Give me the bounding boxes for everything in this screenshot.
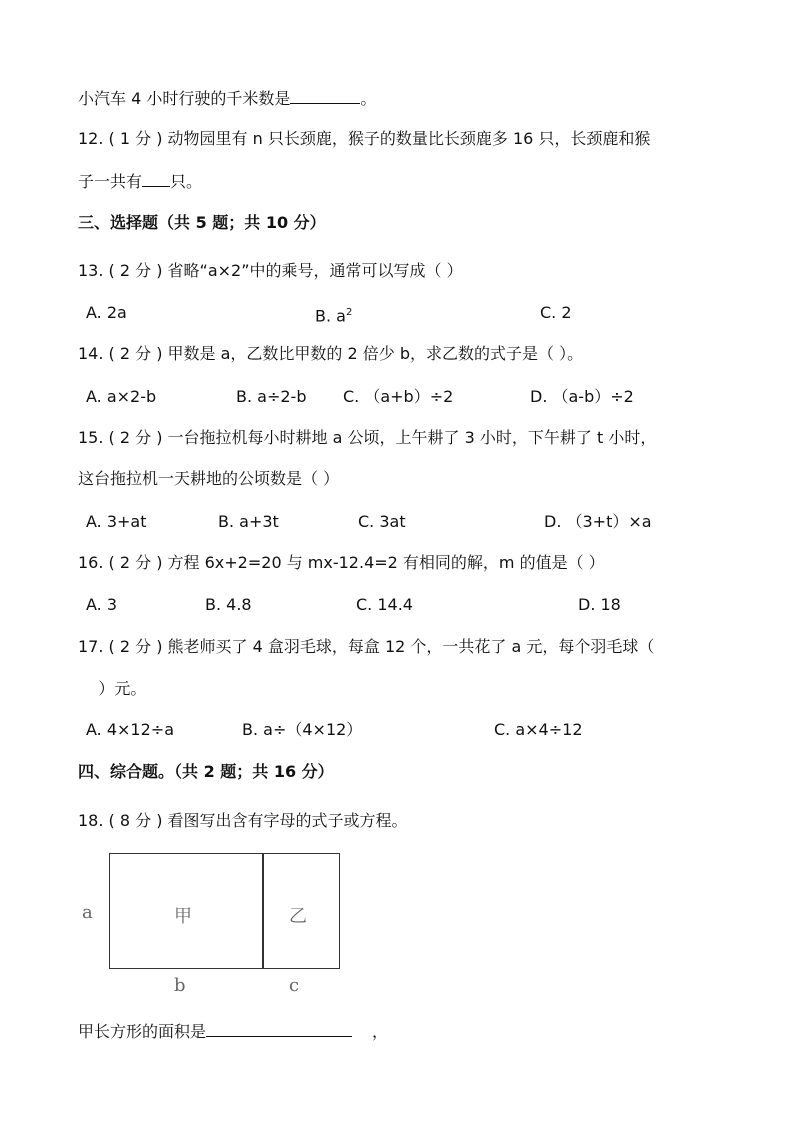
q14-option-b[interactable]: B. a÷2-b — [236, 387, 307, 406]
q16-option-b[interactable]: B. 4.8 — [205, 595, 252, 614]
q14-option-a[interactable]: A. a×2-b — [86, 387, 157, 406]
question-text: 小汽车 4 小时行驶的千米数是 — [78, 89, 291, 108]
question-13: 13. ( 2 分 ) 省略“a×2”中的乘号，通常可以写成（ ） — [78, 261, 463, 280]
q15-option-c[interactable]: C. 3at — [358, 512, 406, 531]
q15-option-a[interactable]: A. 3+at — [86, 512, 147, 531]
question-18: 18. ( 8 分 ) 看图写出含有字母的式子或方程。 — [78, 811, 408, 830]
rectangle-figure — [78, 845, 378, 1005]
question-17-line-1: 17. ( 2 分 ) 熊老师买了 4 盒羽毛球，每盒 12 个，一共花了 a 元，每个羽毛球（ — [78, 637, 655, 656]
q17-option-b[interactable]: B. a÷（4×12） — [242, 720, 363, 739]
question-15-line-2: 这台拖拉机一天耕地的公顷数是（ ） — [78, 469, 340, 488]
superscript: 2 — [345, 307, 353, 318]
q16-option-c[interactable]: C. 14.4 — [356, 595, 413, 614]
answer-blank[interactable] — [142, 170, 170, 187]
question-12-line-1: 12. ( 1 分 ) 动物园里有 n 只长颈鹿，猴子的数量比长颈鹿多 16 只，长颈鹿和猴 — [78, 129, 651, 148]
label-jia: 甲 — [174, 906, 192, 927]
section-3-heading: 三、选择题（共 5 题；共 10 分） — [78, 213, 326, 232]
answer-blank[interactable] — [290, 87, 360, 104]
answer-blank[interactable] — [206, 1020, 352, 1037]
label-c: c — [289, 975, 300, 996]
question-17-line-2: ）元。 — [78, 679, 147, 698]
q14-option-d[interactable]: D. （a-b）÷2 — [530, 387, 634, 406]
label-yi: 乙 — [289, 906, 307, 927]
question-12-line-2 — [78, 170, 202, 193]
q17-option-a[interactable]: A. 4×12÷a — [86, 720, 174, 739]
q15-option-d[interactable]: D. （3+t）×a — [544, 512, 652, 531]
q13-option-a[interactable]: A. 2a — [86, 303, 127, 322]
q13-option-c[interactable]: C. 2 — [540, 303, 572, 322]
label-b: b — [174, 975, 186, 996]
label-a: a — [82, 902, 93, 923]
q15-option-b[interactable]: B. a+3t — [218, 512, 279, 531]
question-14: 14. ( 2 分 ) 甲数是 a，乙数比甲数的 2 倍少 b，求乙数的式子是（ ）。 — [78, 344, 584, 363]
question-15-line-1: 15. ( 2 分 ) 一台拖拉机每小时耕地 a 公顷，上午耕了 3 小时，下午耕了 t 小时， — [78, 428, 657, 447]
q16-option-a[interactable]: A. 3 — [86, 595, 118, 614]
answer-prompt: 甲长方形的面积是 — [78, 1022, 207, 1041]
question-11-continuation — [78, 87, 376, 110]
question-18-answer — [78, 1020, 388, 1043]
option-text: B. a — [315, 306, 346, 326]
question-16: 16. ( 2 分 ) 方程 6x+2=20 与 mx-12.4=2 有相同的解，m 的值是（ ） — [78, 553, 605, 572]
section-4-heading: 四、综合题。（共 2 题；共 16 分） — [78, 762, 334, 781]
q16-option-d[interactable]: D. 18 — [578, 595, 621, 614]
punctuation: ， — [372, 1022, 389, 1041]
q14-option-c[interactable]: C. （a+b）÷2 — [343, 387, 454, 406]
q17-option-c[interactable]: C. a×4÷12 — [494, 720, 583, 739]
q13-option-b[interactable] — [315, 302, 352, 327]
punctuation: 只。 — [170, 172, 203, 191]
punctuation: 。 — [360, 89, 377, 108]
question-text: 子一共有 — [78, 172, 143, 191]
